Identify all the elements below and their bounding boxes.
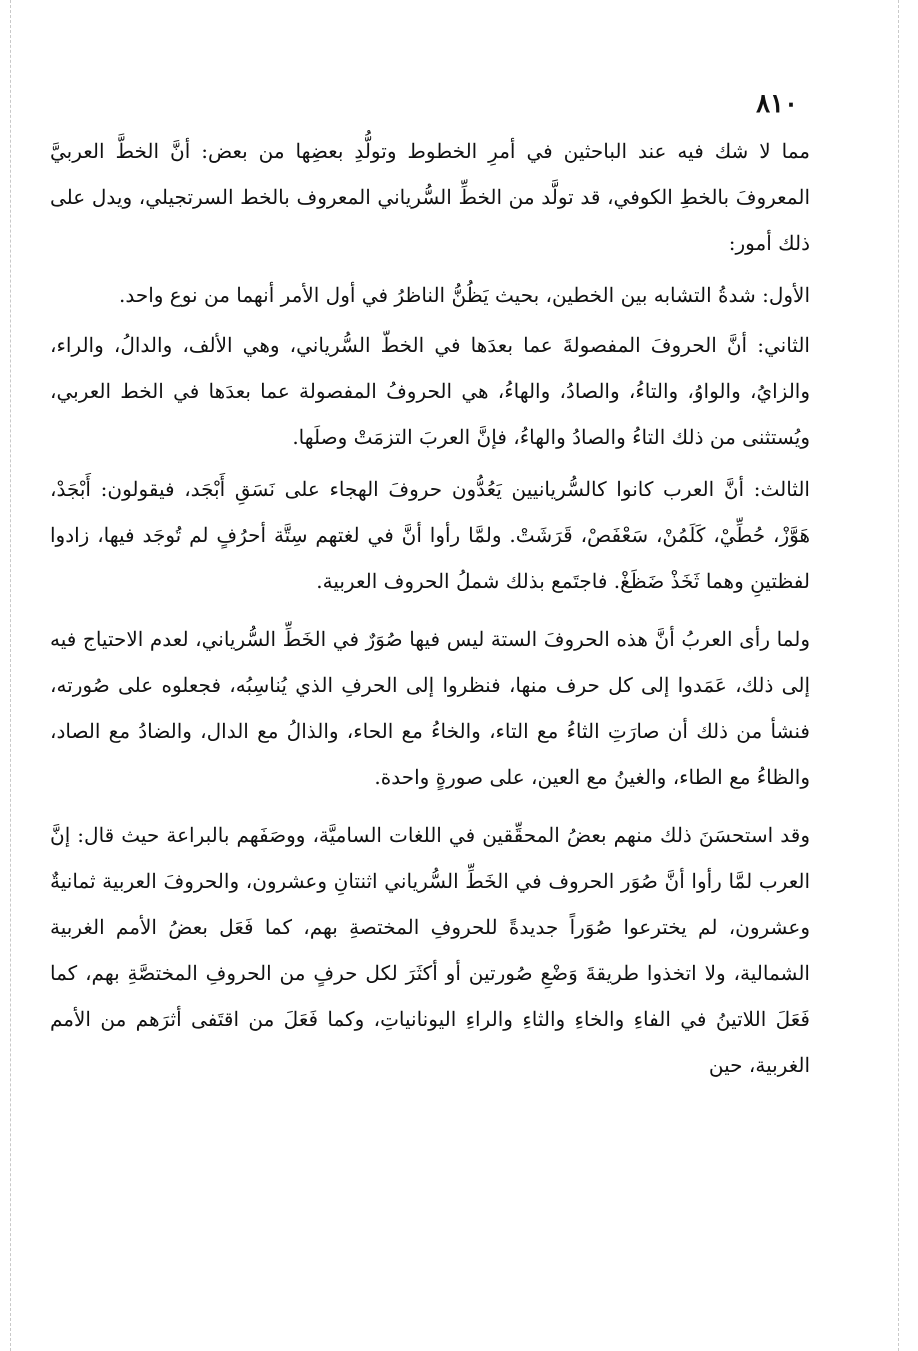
paragraph-first-point: الأول: شدةُ التشابه بين الخطين، بحيث يَظُنُّ الناظرُ في أول الأمر أنهما من نوع واحد. (118, 283, 810, 307)
page-edge-guide-left (10, 0, 11, 1351)
page-number: ٨١٠ (756, 89, 798, 119)
paragraph-scholar-opinion: وقد استحسَنَ ذلك منهم بعضُ المحقِّقين في اللغات الساميَّة، ووصَفَهم بالبراعة حيث قال: إنَّ العرب لمَّا رأوا أنَّ صُوَر الحروف في الخَطِّ السُّرياني اثنتانِ وعشرون، والحروفَ العربية ثمانيةٌ وعشرون، لم يخترعوا صُوَراً جديدةً للحروفِ المختصةِ بهم، كما فَعَل بعضُ الأمم الغربية الشمالية، ولا اتخذوا طريقةَ وَضْعِ صُورتين أو أكثَرَ لكل حرفٍ من الحروفِ المختصَّةِ بهم، كما فَعَلَ اللاتينُ في الفاءِ والخاءِ والثاءِ والراءِ اليونانياتِ، وكما فَعَلَ من اقتَفى أثرَهم من الأمم الغربية، حين (50, 823, 811, 1077)
paragraph-intro: مما لا شك فيه عند الباحثين في أمرِ الخطوط وتولُّدِ بعضِها من بعض: أنَّ الخطَّ العربيَّ المعروفَ بالخطِ الكوفي، قد تولَّد من الخطِّ السُّرياني المعروف بالخط السرتجيلي، ويدل على ذلك أمور: (50, 139, 810, 255)
paragraph-third-point: الثالث: أنَّ العرب كانوا كالسُّريانيين يَعُدُّون حروفَ الهجاء على نَسَقِ أَبْجَد، فيقولون: أَبْجَدْ، هَوَّزْ، حُطِّيْ، كَلَمُنْ، سَعْفَصْ، قَرَشَتْ. ولمَّا رأوا أنَّ في لغتهم سِتَّة أحرُفٍ لم تُوجَد فيها، زادوا لفظتينِ وهما ثَخَذْ ضَظَغْ. فاجتَمع بذلك شملُ الحروف العربية. (50, 477, 810, 593)
paragraph-six-letters: ولما رأى العربُ أنَّ هذه الحروفَ الستة ليس فيها صُوَرٌ في الخَطِّ السُّرياني، لعدم الاحتياج فيه إلى ذلك، عَمَدوا إلى كل حرف منها، فنظروا إلى الحرفِ الذي يُناسِبُه، فجعلوه على صُورته، فنشأ من ذلك أن صارَتِ الثاءُ مع التاء، والخاءُ مع الحاء، والذالُ مع الدال، والضادُ مع الصاد، والظاءُ مع الطاء، والغينُ مع العين، على صورةٍ واحدة. (50, 627, 810, 789)
paragraph-second-point: الثاني: أنَّ الحروفَ المفصولةَ عما بعدَها في الخطّ السُّرياني، وهي الألف، والدالُ، والراء، والزايُ، والواوُ، والتاءُ، والصادُ، والهاءُ، هي الحروفُ المفصولة عما بعدَها في الخط العربي، ويُستثنى من ذلك التاءُ والصادُ والهاءُ، فإنَّ العربَ التزمَتْ وصلَها. (50, 333, 810, 449)
page-body (50, 128, 810, 1088)
page-edge-guide-right (898, 0, 899, 1351)
